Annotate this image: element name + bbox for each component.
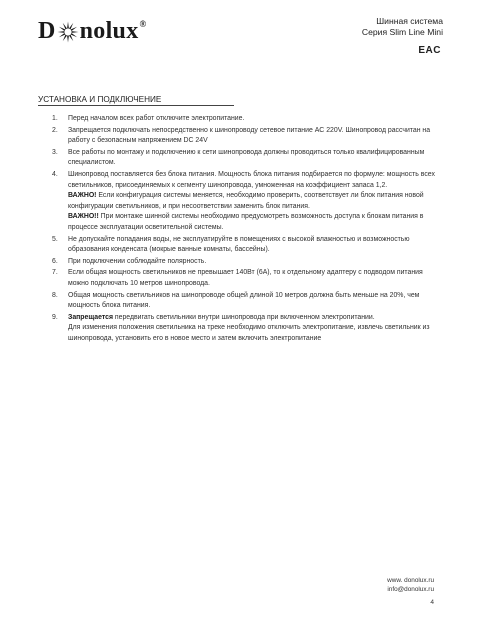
list-item (52, 268, 444, 289)
list-item-paragraph (68, 191, 444, 212)
list-item-paragraph (68, 257, 444, 268)
list-item-number: 6. (52, 257, 58, 265)
section-title: УСТАНОВКА И ПОДКЛЮЧЕНИЕ (38, 95, 234, 106)
list-item-paragraph (68, 126, 444, 147)
paragraph-text: При подключении соблюдайте полярность. (68, 257, 207, 265)
list-item-body (68, 257, 444, 268)
list-item-body (68, 291, 444, 312)
list-item-body (68, 126, 444, 147)
list-item-body (68, 170, 444, 234)
list-item-paragraph (68, 235, 444, 256)
emphasis-text: ВАЖНО!! (68, 213, 99, 221)
brand-logo-suffix: nolux (79, 18, 139, 44)
footer-email: info@donolux.ru (387, 586, 434, 593)
header-system-name: Шинная система (376, 16, 443, 26)
list-item (52, 114, 444, 125)
emphasis-text: Запрещается (68, 313, 113, 321)
list-item-number: 2. (52, 126, 58, 134)
list-item (52, 313, 444, 345)
sun-burst-icon (57, 21, 79, 43)
list-item-number: 3. (52, 148, 58, 156)
brand-logo (38, 18, 147, 45)
list-item-number: 1. (52, 115, 58, 122)
list-item-number: 4. (52, 170, 58, 178)
footer-website: www. donolux.ru (387, 577, 434, 584)
paragraph-text: Если конфигурация системы меняется, необходимо проверить, соответствует ли блок питания новой конфигурации светильников, и при несоответствии заменить блок питания. (68, 192, 424, 210)
list-item (52, 257, 444, 268)
list-item (52, 148, 444, 169)
list-item-paragraph (68, 114, 444, 125)
paragraph-text: Перед началом всех работ отключите электропитание. (68, 115, 245, 122)
eac-certification-mark: EAC (418, 45, 441, 56)
paragraph-text: Все работы по монтажу и подключению к сети шинопровода должны проводиться только квалифицированным специалистом. (68, 148, 425, 167)
contact-footer (387, 576, 434, 594)
list-item (52, 291, 444, 312)
list-item-number: 5. (52, 235, 58, 243)
list-item-paragraph (68, 170, 444, 191)
list-item-paragraph (68, 212, 444, 233)
emphasis-text: ВАЖНО! (68, 192, 97, 200)
list-item-number: 8. (52, 291, 58, 299)
list-item (52, 126, 444, 147)
header-series-name: Серия Slim Line Mini (361, 27, 443, 37)
paragraph-text: Запрещается подключать непосредственно к шинопроводу сетевое питание AC 220V. Шинопровод рассчитан на работу с безопасным напряжением DC 24V (68, 126, 431, 145)
list-item-paragraph (68, 148, 444, 169)
list-item-body (68, 268, 444, 289)
list-item-body (68, 235, 444, 256)
brand-logo-prefix: D (38, 18, 56, 44)
list-item-paragraph (68, 323, 444, 344)
list-item-paragraph (68, 268, 444, 289)
registered-mark: ® (139, 18, 147, 29)
series-header (362, 16, 443, 38)
list-item-body (68, 313, 444, 345)
page-number: 4 (430, 599, 434, 606)
installation-instructions-list (52, 114, 444, 345)
paragraph-text: Не допускайте попадания воды, не эксплуатируйте в помещениях с высокой влажностью и возможностью образования конденсата (мокрые ванные комнаты, бассейны). (68, 235, 410, 254)
list-item-number: 9. (52, 313, 58, 321)
paragraph-text: Если общая мощность светильников не превышает 140Вт (6А), то к отдельному адаптеру с подводом питания можно подключать 10 метров шинопровода. (68, 269, 423, 287)
list-item-paragraph (68, 313, 444, 324)
list-item-body (68, 148, 444, 169)
paragraph-text: Шинопровод поставляется без блока питания. Мощность блока питания подбирается по формуле: мощность всех светильников, присоединяемых к сегменту шинопровода, умноженная на коэффициент запаса 1,2. (68, 170, 435, 189)
list-item-body (68, 114, 444, 125)
paragraph-text: При монтаже шинной системы необходимо предусмотреть возможность доступа к блокам питания в процессе эксплуатации осветительной системы. (68, 213, 424, 231)
list-item-number: 7. (52, 269, 58, 277)
paragraph-text: передвигать светильники внутри шинопровода при включенном электропитании. (112, 313, 375, 321)
list-item-paragraph (68, 291, 444, 312)
list-item (52, 170, 444, 234)
paragraph-text: Общая мощность светильников на шинопроводе общей длиной 10 метров должна быть меньше на 20%, чем мощность блока питания. (68, 291, 420, 310)
list-item (52, 235, 444, 256)
paragraph-text: Для изменения положения светильника на треке необходимо отключить электропитание, извлечь светильник из шинопровода, установить его в новое место и затем включить электропитание (68, 324, 430, 342)
